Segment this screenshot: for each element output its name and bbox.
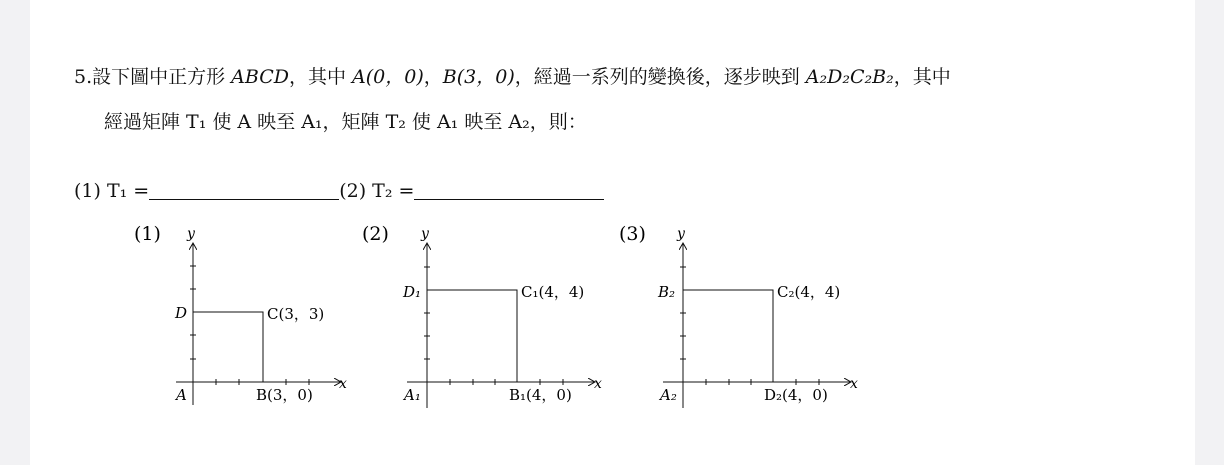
ticks [190,266,309,385]
graph-label: (3) [619,223,646,245]
point-a: A(0，0) [352,66,424,88]
square-name: ABCD [231,66,289,88]
point-d2-label: D₂(4，0) [764,386,828,404]
graph-2 [362,223,602,408]
graph-label: (2) [362,223,389,245]
problem-text-rest: ，經過一系列的變換後，逐步映到 [514,66,806,88]
point-b: B(3，0) [442,66,515,88]
point-b2-label: B₂ [658,283,676,301]
y-axis-label: y [677,226,685,242]
problem-intro: 5.設下圖中正方形 [74,66,232,88]
question-1-label: (1) T₁ = [74,180,150,202]
question-2-label: (2) T₂ = [339,180,415,202]
square-outline [193,312,263,382]
point-d-label: D [175,304,188,322]
square-outline [683,290,773,382]
point-b-label: B(3，0) [256,386,313,404]
problem-text: ，其中 [288,66,353,88]
graph-1 [134,223,347,405]
problem-statement-line1: 5.設下圖中正方形 ABCD，其中 A(0，0)，B(3，0)，經過一系列的變換後，逐步映到 A₂D₂C₂B₂，其中 [74,66,951,88]
x-axis-label: x [594,376,602,392]
point-a1-label: A₁ [404,386,421,404]
point-c-label: C(3，3) [267,305,325,323]
point-b1-label: B₁(4，0) [509,386,572,404]
point-c1-label: C₁(4，4) [521,283,585,301]
y-axis-label: y [187,226,195,242]
point-d1-label: D₁ [403,283,422,301]
x-axis-label: x [850,376,858,392]
y-axis-label: y [421,226,429,242]
graph-label: (1) [134,223,161,245]
problem-statement-line2: 經過矩陣 T₁ 使 A 映至 A₁，矩陣 T₂ 使 A₁ 映至 A₂，則： [104,111,587,133]
graph-3 [619,223,858,408]
square-outline [427,290,517,382]
point-c2-label: C₂(4，4) [777,283,841,301]
problem-text-end: ，其中 [893,66,951,88]
point-a2-label: A₂ [660,386,677,404]
point-a-label: A [176,386,187,404]
target-square: A₂D₂C₂B₂ [805,66,894,88]
x-axis-label: x [339,376,347,392]
